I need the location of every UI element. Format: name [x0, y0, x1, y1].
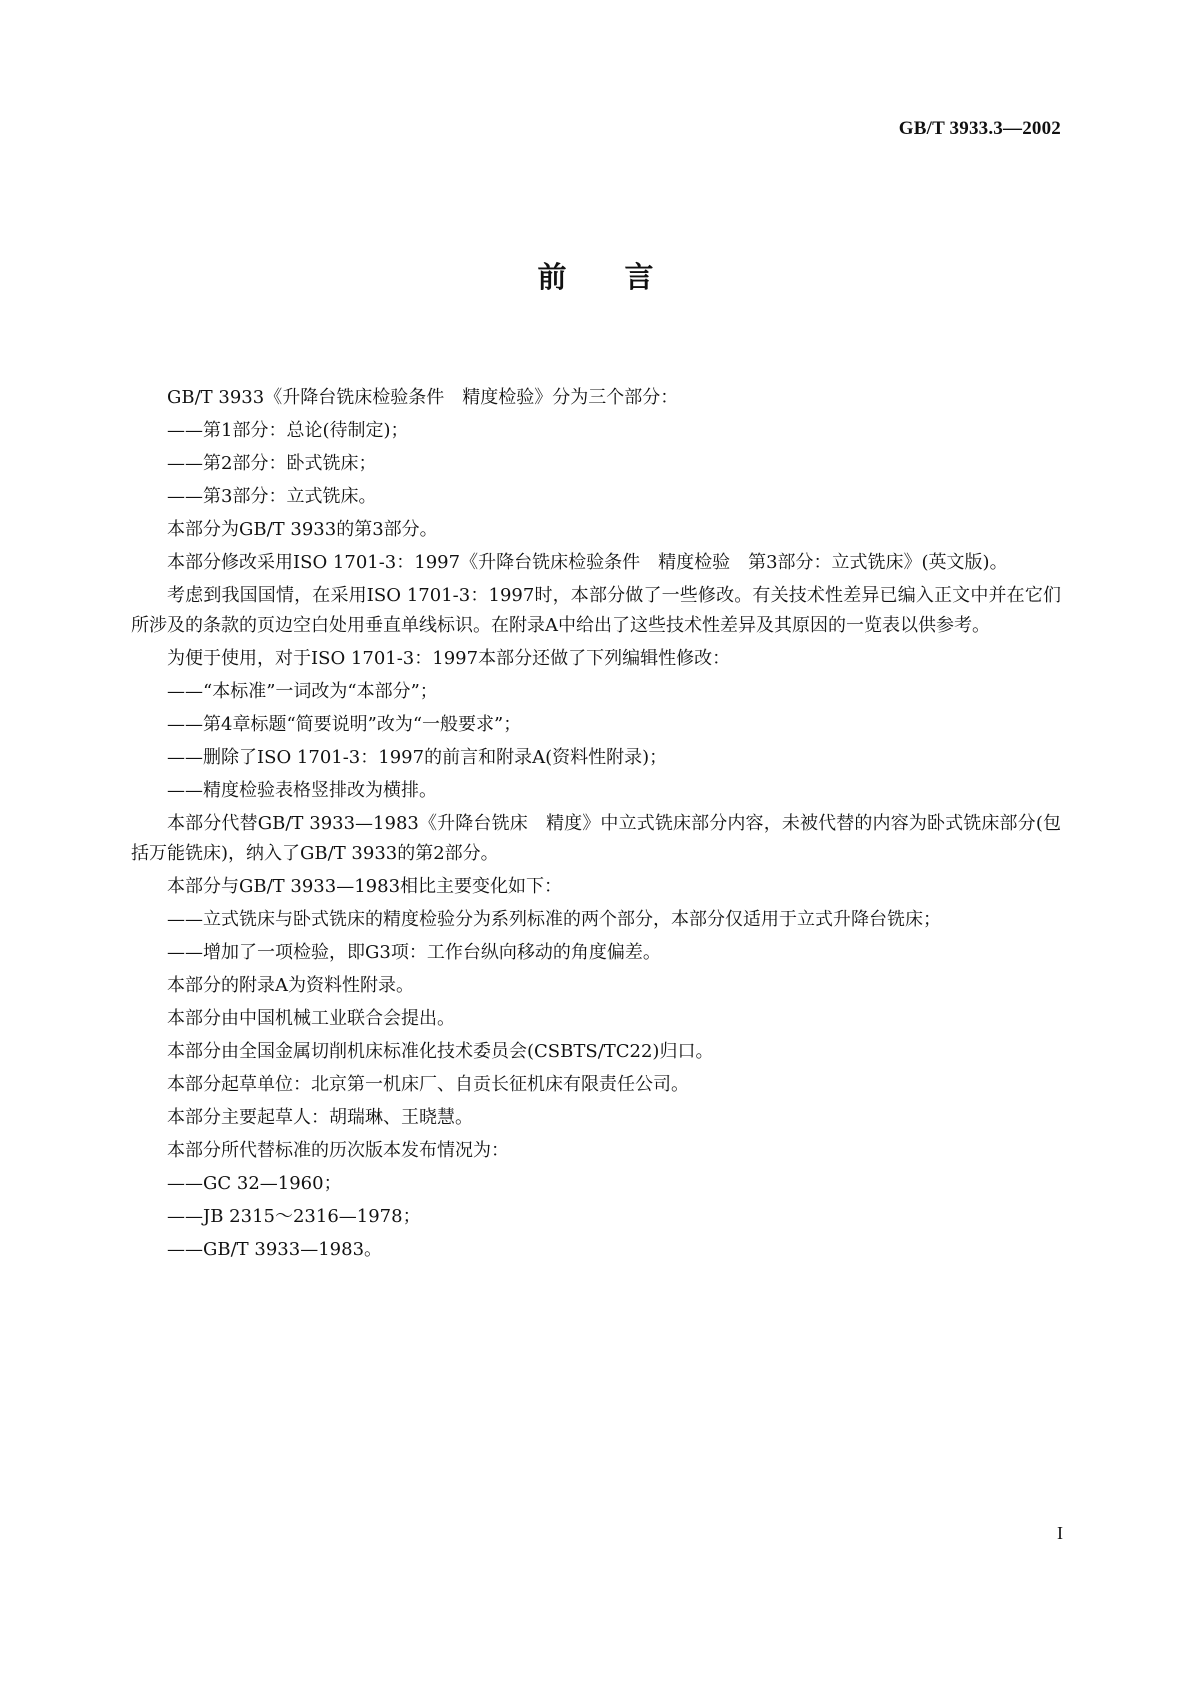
- paragraph: 本部分起草单位：北京第一机床厂、自贡长征机床有限责任公司。: [167, 1074, 689, 1095]
- list-item: ——第1部分：总论(待制定)；: [167, 420, 409, 441]
- paragraph: 本部分代替GB/T 3933—1983《升降台铣床 精度》中立式铣床部分内容，未被代替的内容为卧式铣床部分(包括万能铣床)，纳入了GB/T 3933的第2部分。: [131, 813, 1061, 864]
- paragraph: 为便于使用，对于ISO 1701-3：1997本部分还做了下列编辑性修改：: [167, 648, 731, 669]
- list-item: ——删除了ISO 1701-3：1997的前言和附录A(资料性附录)；: [167, 747, 668, 768]
- list-item: ——立式铣床与卧式铣床的精度检验分为系列标准的两个部分，本部分仅适用于立式升降台铣床；: [167, 909, 941, 930]
- list-item: ——“本标准”一词改为“本部分”；: [167, 681, 438, 702]
- page-number: I: [1057, 1523, 1063, 1543]
- paragraph: 本部分为GB/T 3933的第3部分。: [167, 519, 438, 540]
- list-item: ——第2部分：卧式铣床；: [167, 453, 377, 474]
- paragraph: GB/T 3933《升降台铣床检验条件 精度检验》分为三个部分：: [167, 387, 679, 408]
- list-item: ——第4章标题“简要说明”改为“一般要求”；: [167, 714, 522, 735]
- paragraph: 本部分的附录A为资料性附录。: [167, 975, 414, 996]
- list-item: ——精度检验表格竖排改为横排。: [167, 780, 437, 801]
- list-item: ——JB 2315～2316—1978；: [167, 1206, 421, 1227]
- paragraph: 本部分由中国机械工业联合会提出。: [167, 1008, 455, 1029]
- paragraph: 本部分与GB/T 3933—1983相比主要变化如下：: [167, 876, 563, 897]
- paragraph: 本部分修改采用ISO 1701-3：1997《升降台铣床检验条件 精度检验 第3部分：立式铣床》(英文版)。: [167, 552, 1008, 573]
- list-item: ——GB/T 3933—1983。: [167, 1239, 383, 1260]
- paragraph: 本部分所代替标准的历次版本发布情况为：: [167, 1140, 509, 1161]
- page-title: 前言: [537, 260, 712, 294]
- standard-number: GB/T 3933.3—2002: [898, 118, 1061, 139]
- list-item: ——第3部分：立式铣床。: [167, 486, 377, 507]
- list-item: ——增加了一项检验，即G3项：工作台纵向移动的角度偏差。: [167, 942, 661, 963]
- list-item: ——GC 32—1960；: [167, 1173, 342, 1194]
- foreword-body: [131, 383, 1061, 1268]
- paragraph: 考虑到我国国情，在采用ISO 1701-3：1997时，本部分做了一些修改。有关技术性差异已编入正文中并在它们所涉及的条款的页边空白处用垂直单线标识。在附录A中给出了这些技术性差异及其原因的一览表以供参考。: [131, 585, 1061, 636]
- paragraph: 本部分主要起草人：胡瑞琳、王晓慧。: [167, 1107, 473, 1128]
- paragraph: 本部分由全国金属切削机床标准化技术委员会(CSBTS/TC22)归口。: [167, 1041, 714, 1062]
